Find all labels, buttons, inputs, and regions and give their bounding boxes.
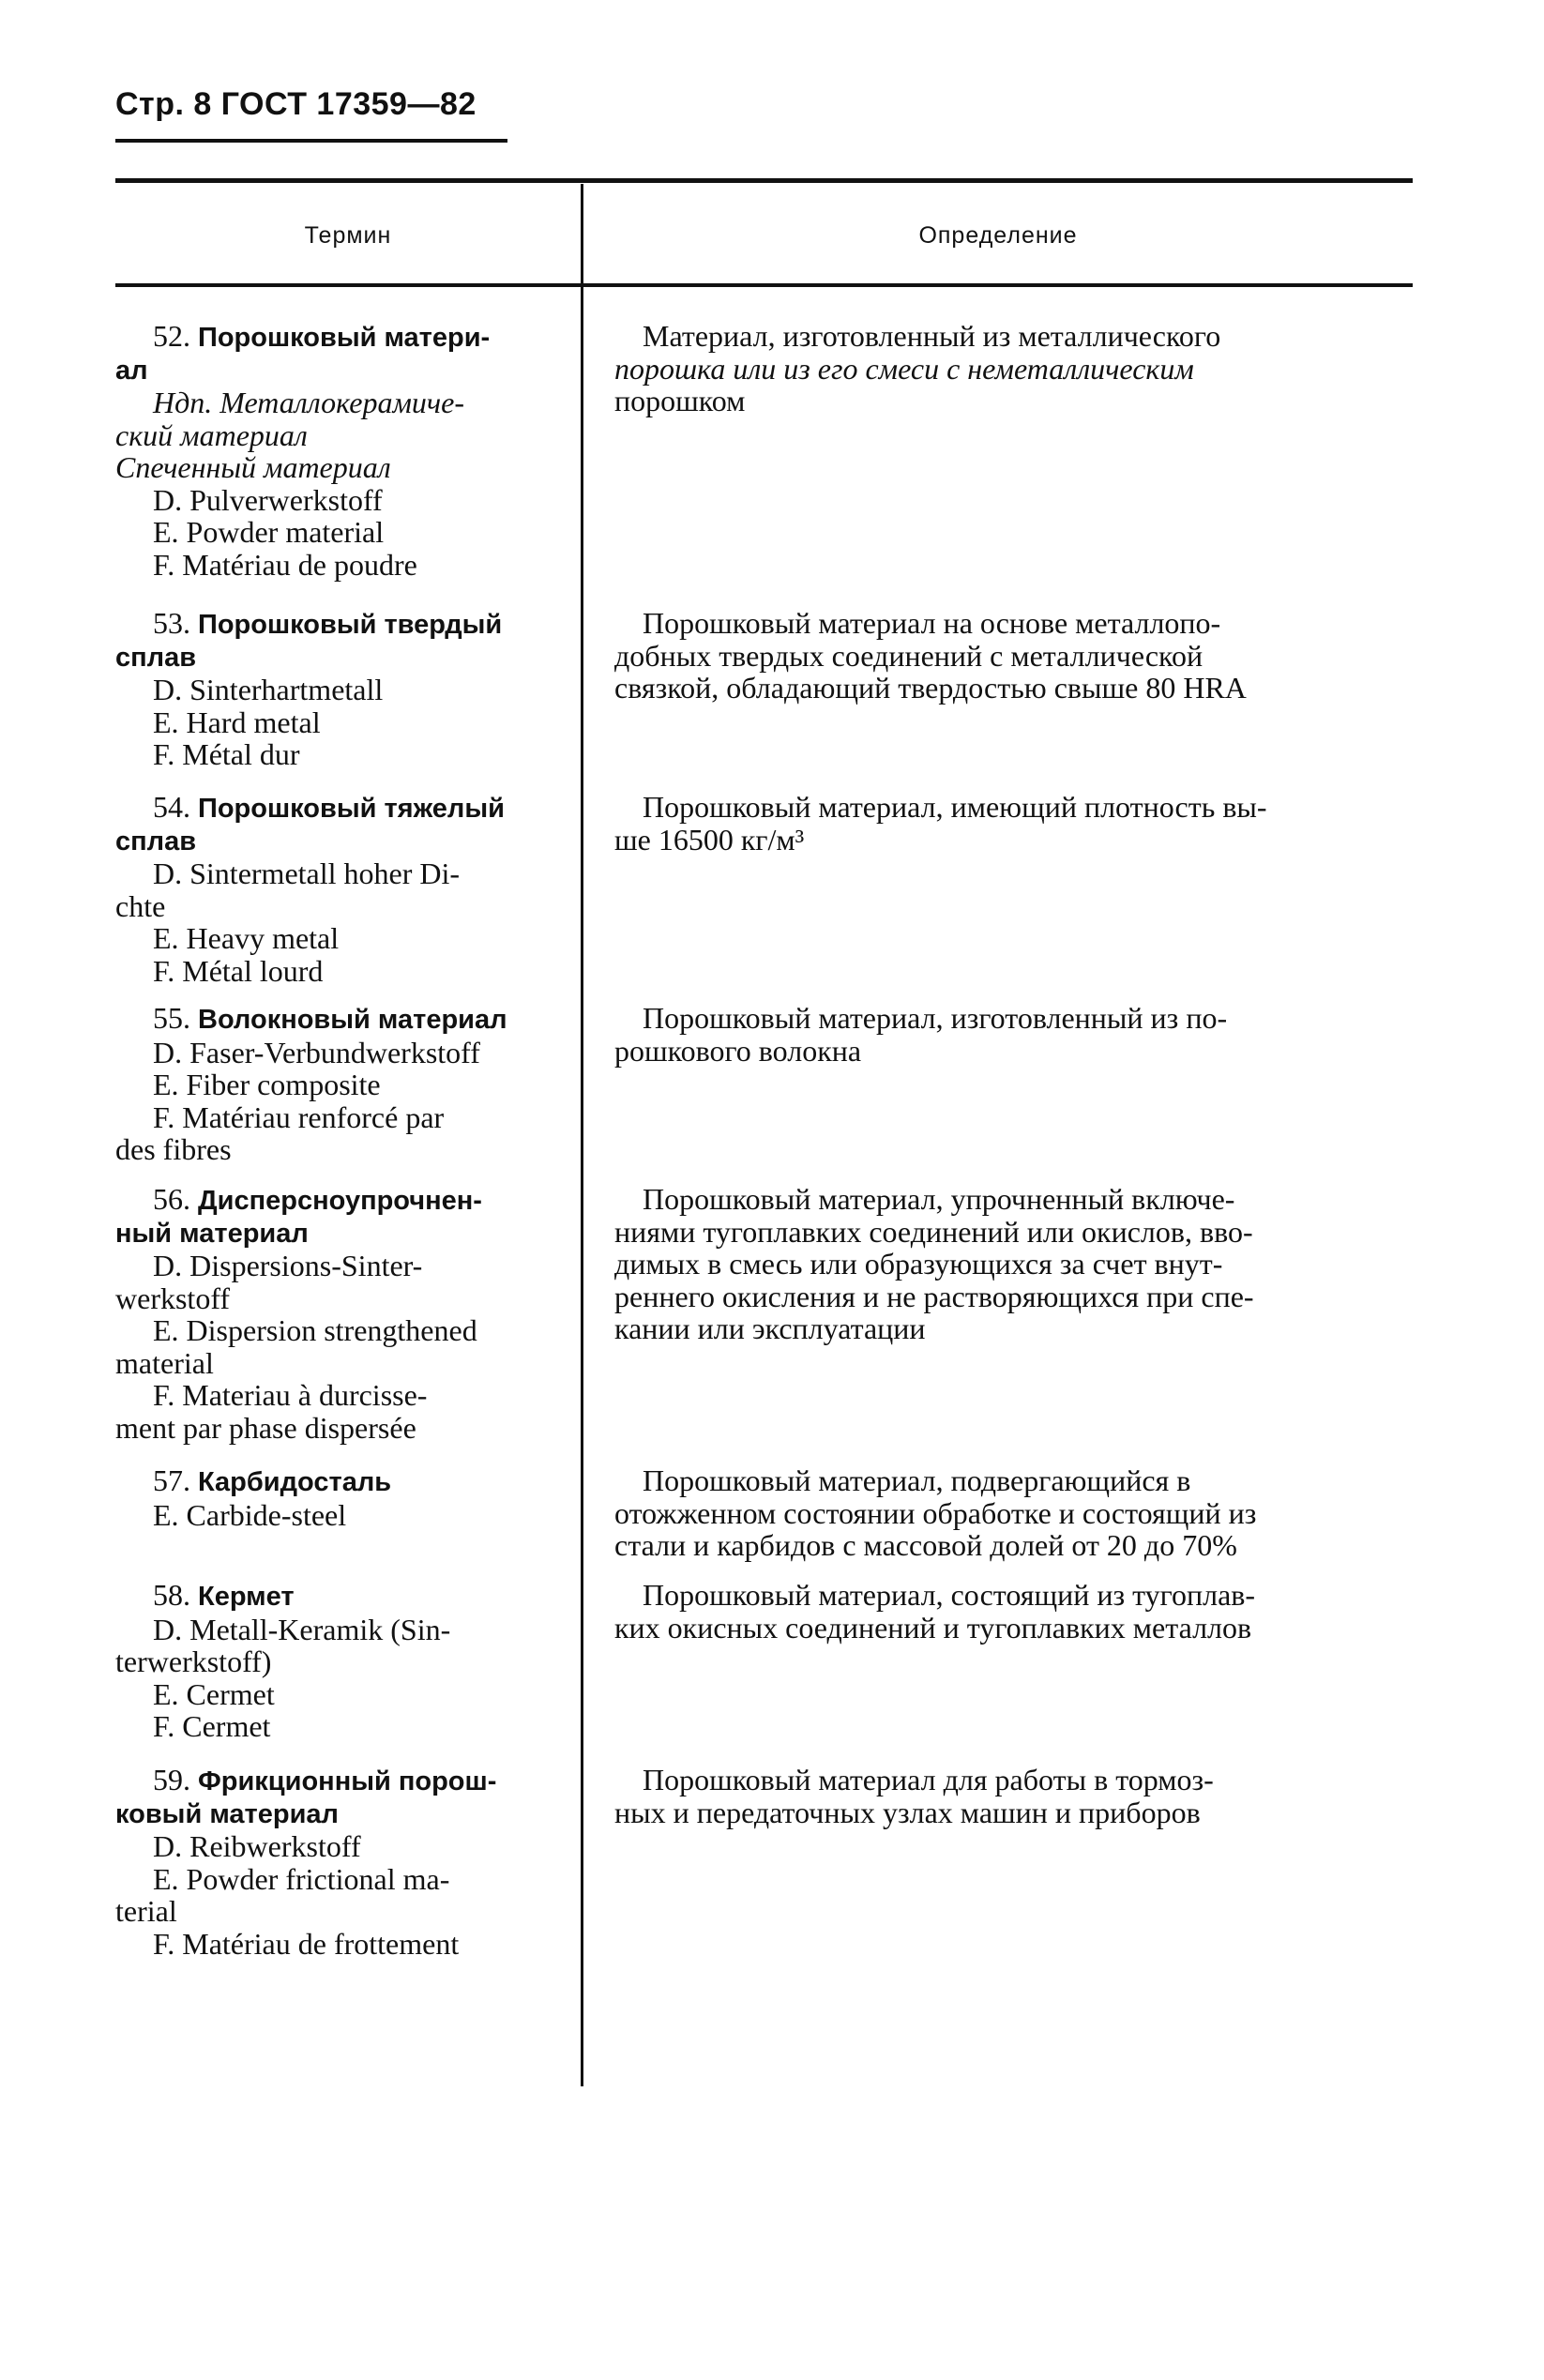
- definition-58: [614, 1579, 1412, 1644]
- definition-line: добных твердых соединений с металлической: [614, 638, 1203, 673]
- term-english: E. Carbide-steel: [153, 1497, 347, 1532]
- term-number: 56.: [153, 1182, 190, 1216]
- column-header-terms: Термин: [304, 222, 392, 249]
- term-name: Порошковый матери-: [198, 323, 491, 353]
- term-german: D. Sintermetall hoher Di-: [153, 856, 461, 890]
- term-55: [115, 1002, 566, 1166]
- header-underline: [115, 139, 507, 143]
- definition-line: ких окисных соединений и тугоплавких металлов: [614, 1610, 1252, 1645]
- column-divider: [581, 184, 583, 2086]
- term-english: E. Powder material: [153, 515, 385, 549]
- term-number: 59.: [153, 1763, 190, 1796]
- page-header: Стр. 8 ГОСТ 17359—82: [115, 86, 477, 122]
- term-english: E. Dispersion strengthened: [153, 1313, 477, 1347]
- definition-52: [614, 320, 1412, 417]
- definition-57: [614, 1464, 1412, 1562]
- term-name-cont: сплав: [115, 826, 197, 856]
- term-59: [115, 1764, 566, 1960]
- term-54: [115, 791, 566, 987]
- term-name: Волокновый материал: [198, 1005, 507, 1035]
- term-german: D. Dispersions-Sinter-: [153, 1249, 423, 1282]
- term-english: E. Fiber composite: [153, 1068, 381, 1101]
- term-name-cont: ковый материал: [115, 1798, 339, 1829]
- definition-55: [614, 1002, 1412, 1067]
- term-58: [115, 1579, 566, 1743]
- term-name: Порошковый твердый: [198, 610, 503, 640]
- header-bottom-rule: [115, 283, 1413, 287]
- definition-54: [614, 791, 1412, 856]
- term-number: 55.: [153, 1001, 190, 1035]
- term-number: 54.: [153, 790, 190, 824]
- term-english: E. Cermet: [153, 1676, 275, 1711]
- definition-56: [614, 1183, 1412, 1345]
- term-57: [115, 1464, 566, 1531]
- definition-line: Порошковый материал на основе металлопо-: [643, 606, 1221, 640]
- term-name: Дисперсноупрочнен-: [198, 1186, 482, 1216]
- definition-line: Порошковый материал, упрочненный включе-: [643, 1182, 1235, 1216]
- definition-line: ниями тугоплавких соединений или окислов, вво-: [614, 1214, 1253, 1249]
- definition-line: Порошковый материал, состоящий из тугоплав-: [643, 1578, 1256, 1612]
- term-name: Карбидосталь: [198, 1467, 392, 1497]
- term-53: [115, 607, 566, 771]
- term-german: D. Metall-Keramik (Sin-: [153, 1612, 451, 1646]
- term-german: D. Pulverwerkstoff: [153, 482, 383, 517]
- definition-line: порошка или из его смеси с неметаллическим: [614, 351, 1194, 386]
- term-number: 52.: [153, 319, 190, 353]
- term-name: Порошковый тяжелый: [198, 794, 505, 824]
- term-french: F. Métal lourd: [153, 953, 324, 988]
- term-english-cont: material: [115, 1345, 214, 1380]
- term-name: Кермет: [198, 1582, 295, 1612]
- definition-line: кании или эксплуатации: [614, 1311, 926, 1345]
- definition-line: Порошковый материал, имеющий плотность вы-: [643, 790, 1267, 824]
- definition-line: связкой, обладающий твердостью свыше 80 HRA: [614, 671, 1247, 705]
- definition-line: Порошковый материал для работы в тормоз-: [643, 1763, 1214, 1796]
- definition-line: стали и карбидов с массовой долей от 20 до 70%: [614, 1528, 1237, 1562]
- definition-line: порошком: [614, 384, 746, 417]
- definition-53: [614, 607, 1412, 705]
- term-name-cont: сплав: [115, 642, 197, 673]
- deprecated-term-cont: ский материал: [115, 417, 308, 452]
- deprecated-term: Ндп. Металлокерамиче-: [153, 386, 464, 419]
- definition-line: ше 16500 кг/м³: [614, 822, 805, 856]
- term-english: E. Hard metal: [153, 705, 321, 739]
- term-german-cont: werkstoff: [115, 1281, 231, 1315]
- term-french: F. Cermet: [153, 1709, 271, 1743]
- term-french-cont: des fibres: [115, 1132, 232, 1166]
- term-name-cont: ал: [115, 355, 148, 386]
- term-german: D. Faser-Verbundwerkstoff: [153, 1035, 480, 1069]
- definition-line: реннего окисления и не растворяющихся при спе-: [614, 1279, 1254, 1313]
- deprecated-term: Спеченный материал: [115, 450, 391, 484]
- table-top-rule: [115, 178, 1413, 183]
- term-french: F. Materiau à durcisse-: [153, 1378, 428, 1412]
- definition-line: димых в смесь или образующихся за счет внут-: [614, 1247, 1223, 1281]
- term-german: D. Reibwerkstoff: [153, 1829, 361, 1863]
- column-header-definition: Определение: [918, 222, 1078, 249]
- term-name-cont: ный материал: [115, 1218, 309, 1249]
- definition-line: ных и передаточных узлах машин и приборов: [614, 1795, 1201, 1829]
- term-english: E. Heavy metal: [153, 921, 340, 955]
- term-german-cont: chte: [115, 888, 166, 923]
- term-german: D. Sinterhartmetall: [153, 673, 384, 706]
- definition-line: Материал, изготовленный из металлического: [643, 319, 1221, 353]
- definition-line: рошкового волокна: [614, 1033, 862, 1068]
- definition-line: Порошковый материал, подвергающийся в: [643, 1463, 1191, 1497]
- definition-line: Порошковый материал, изготовленный из по-: [643, 1001, 1228, 1035]
- definition-59: [614, 1764, 1412, 1828]
- term-french: F. Matériau de frottement: [153, 1926, 460, 1961]
- definition-line: отожженном состоянии обработке и состоящий из: [614, 1495, 1257, 1530]
- term-number: 58.: [153, 1578, 190, 1612]
- term-52: [115, 320, 566, 581]
- term-french: F. Métal dur: [153, 737, 300, 771]
- term-french: F. Matériau de poudre: [153, 547, 417, 582]
- term-name: Фрикционный порош-: [198, 1766, 497, 1796]
- term-english: E. Powder frictional ma-: [153, 1861, 450, 1896]
- term-english-cont: terial: [115, 1894, 177, 1928]
- term-56: [115, 1183, 566, 1444]
- term-number: 57.: [153, 1463, 190, 1497]
- term-french-cont: ment par phase dispersée: [115, 1410, 416, 1445]
- term-french: F. Matériau renforcé par: [153, 1099, 445, 1134]
- term-number: 53.: [153, 606, 190, 640]
- term-german-cont: terwerkstoff): [115, 1645, 272, 1678]
